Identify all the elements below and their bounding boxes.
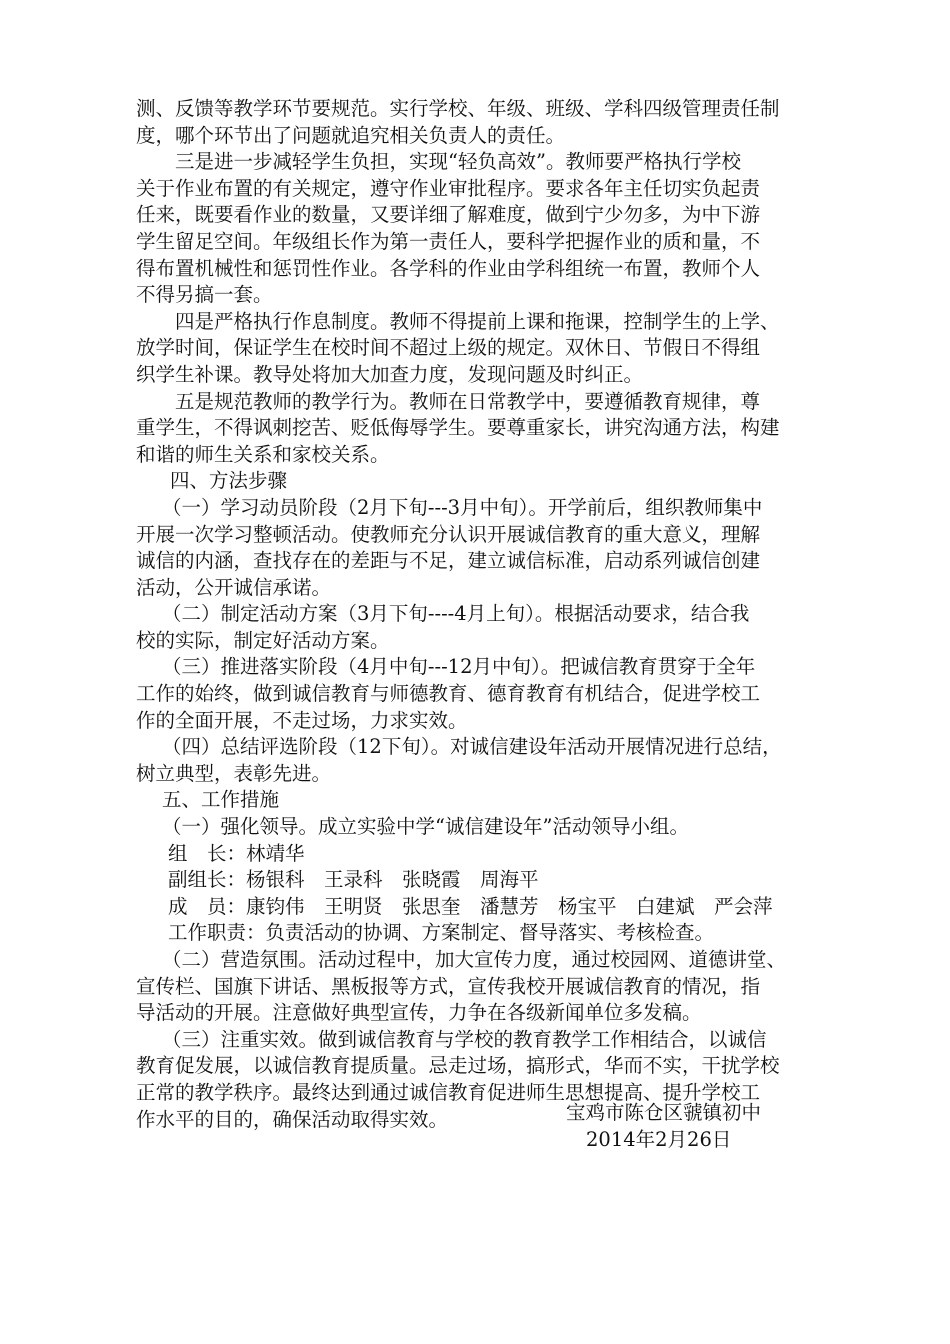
text-line: 关于作业布置的有关规定，遵守作业审批程序。要求各年主任切实负起责	[136, 176, 761, 200]
signature-school: 宝鸡市陈仓区虢镇初中	[566, 1101, 762, 1124]
paragraph-start: 五是规范教师的教学行为。教师在日常教学中，要遵循教育规律，尊	[175, 389, 761, 413]
paragraph-start: （三）注重实效。做到诚信教育与学校的教育教学工作相结合，以诚信	[162, 1027, 767, 1051]
deputy-leaders-line: 副组长：杨银科 王录科 张晓霞 周海平	[168, 868, 539, 892]
text-line: 任来，既要看作业的数量，又要详细了解难度，做到宁少勿多，为中下游	[136, 203, 761, 227]
paragraph-start: 四是严格执行作息制度。教师不得提前上课和拖课，控制学生的上学、	[175, 309, 780, 333]
text-line: 放学时间，保证学生在校时间不超过上级的规定。双休日、节假日不得组	[136, 336, 761, 360]
text-line: 校的实际，制定好活动方案。	[136, 628, 390, 652]
text-line: 和谐的师生关系和家校关系。	[136, 442, 390, 466]
paragraph-start: （二）制定活动方案（3月下旬----4月上旬）。根据活动要求，结合我	[162, 602, 750, 626]
text-line: 不得另搞一套。	[136, 283, 273, 307]
text-line: 导活动的开展。注意做好典型宣传，力争在各级新闻单位多发稿。	[136, 1001, 702, 1025]
text-line: 诚信的内涵，查找存在的差距与不足，建立诚信标准，启动系列诚信创建	[136, 549, 761, 573]
text-line: 测、反馈等教学环节要规范。实行学校、年级、班级、学科四级管理责任制	[136, 97, 780, 120]
text-line: 作的全面开展，不走过场，力求实效。	[136, 708, 468, 732]
text-line: 学生留足空间。年级组长作为第一责任人，要科学把握作业的质和量，不	[136, 229, 761, 253]
paragraph-start: （三）推进落实阶段（4月中旬---12月中旬）。把诚信教育贯穿于全年	[162, 655, 756, 679]
leader-line: 组 长：林靖华	[168, 841, 305, 865]
section-heading: 五、工作措施	[162, 788, 280, 812]
document-body	[136, 96, 836, 1133]
section-heading: 四、方法步骤	[170, 469, 288, 493]
text-line: 正常的教学秩序。最终达到通过诚信教育促进师生思想提高、提升学校工	[136, 1080, 761, 1104]
text-line: 作水平的目的，确保活动取得实效。	[136, 1107, 449, 1131]
paragraph-start: （二）营造氛围。活动过程中，加大宣传力度，通过校园网、道德讲堂、	[162, 948, 787, 971]
text-line: 工作的始终，做到诚信教育与师德教育、德育教育有机结合，促进学校工	[136, 682, 761, 706]
text-line: 树立典型，表彰先进。	[136, 761, 332, 785]
text-line: 重学生，不得讽刺挖苦、贬低侮辱学生。要尊重家长，讲究沟通方法，构建	[136, 416, 780, 440]
text-line: 教育促发展，以诚信教育提质量。忌走过场，搞形式，华而不实，干扰学校	[136, 1054, 780, 1078]
text-line: 得布置机械性和惩罚性作业。各学科的作业由学科组统一布置，教师个人	[136, 256, 761, 280]
text-line: 宣传栏、国旗下讲话、黑板报等方式，宣传我校开展诚信教育的情况，指	[136, 974, 761, 998]
text-line: 开展一次学习整顿活动。使教师充分认识开展诚信教育的重大意义，理解	[136, 522, 761, 546]
signature-date: 2014年2月26日	[586, 1128, 732, 1151]
paragraph-start: （四）总结评选阶段（12下旬）。对诚信建设年活动开展情况进行总结，	[162, 735, 782, 759]
members-line: 成 员：康钧伟 王明贤 张思奎 潘慧芳 杨宝平 白建斌 严会萍	[168, 894, 773, 918]
paragraph-start: （一）学习动员阶段（2月下旬---3月中旬）。开学前后，组织教师集中	[162, 495, 763, 519]
paragraph-start: 三是进一步减轻学生负担，实现“轻负高效”。教师要严格执行学校	[175, 150, 741, 174]
text-line: 度，哪个环节出了问题就追究相关负责人的责任。	[136, 123, 566, 147]
paragraph-start: （一）强化领导。成立实验中学“诚信建设年”活动领导小组。	[162, 815, 689, 839]
duties-line: 工作职责：负责活动的协调、方案制定、督导落实、考核检查。	[168, 921, 715, 945]
text-line: 织学生补课。教导处将加大加查力度，发现问题及时纠正。	[136, 362, 644, 386]
text-line: 活动，公开诚信承诺。	[136, 575, 332, 599]
